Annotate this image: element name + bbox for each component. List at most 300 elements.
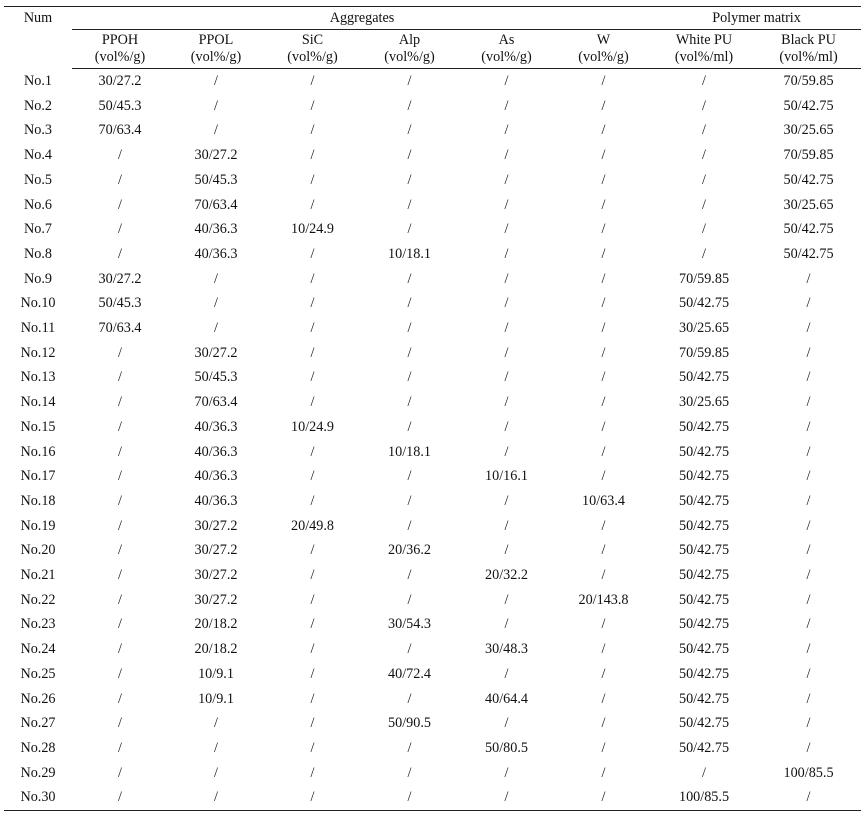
table-cell: / (601, 320, 606, 337)
table-cell: / (310, 320, 315, 337)
table-row (4, 267, 861, 292)
column-name: White PU (675, 32, 733, 48)
column-name: W (596, 32, 611, 48)
table-cell: / (118, 739, 122, 756)
table-cell: / (601, 665, 606, 682)
table-cell: / (407, 394, 412, 411)
table-cell: / (407, 764, 412, 781)
table-cell: / (806, 542, 811, 559)
row-label: No.30 (4, 785, 72, 810)
table-cell: / (702, 764, 706, 781)
row-label: No.18 (20, 492, 56, 509)
table-cell: 30/25.65 (678, 320, 730, 337)
table-cell: 50/45.3 (194, 369, 238, 386)
row-label: No.21 (20, 567, 56, 584)
table-cell: 20/18.2 (194, 616, 238, 633)
table-cell: / (407, 221, 412, 238)
table-cell: / (310, 443, 315, 460)
row-label: No.11 (20, 320, 56, 337)
column-header (168, 30, 264, 69)
table-row (4, 464, 861, 489)
table-cell: / (806, 517, 811, 534)
table-cell: / (310, 468, 315, 485)
table-cell: 10/24.9 (291, 221, 334, 238)
table-row (4, 94, 861, 119)
polymer-matrix-header: Polymer matrix (652, 7, 861, 30)
table-cell: / (504, 97, 509, 114)
table-cell: / (407, 418, 412, 435)
row-label: No.20 (20, 542, 56, 559)
table-cell: / (702, 196, 706, 213)
table-cell: 70/63.4 (98, 320, 142, 337)
table-cell: / (310, 196, 315, 213)
row-label: No.17 (20, 468, 56, 485)
table-cell: / (504, 764, 509, 781)
table-cell: / (601, 369, 606, 386)
table-cell: 10/9.1 (198, 690, 234, 707)
table-cell: 50/42.75 (678, 567, 730, 584)
table-cell: / (504, 394, 509, 411)
table-row (4, 242, 861, 267)
table-row (4, 736, 861, 761)
table-cell: / (118, 344, 122, 361)
table-cell: / (310, 270, 315, 287)
row-label: No.16 (20, 443, 56, 460)
table-cell: / (601, 567, 606, 584)
table-cell: 10/63.4 (582, 492, 625, 509)
column-name: Black PU (781, 32, 836, 48)
table-cell: / (601, 196, 606, 213)
table-cell: / (310, 616, 315, 633)
table-cell: / (806, 394, 811, 411)
table-cell: 20/18.2 (194, 641, 238, 658)
table-cell: / (504, 295, 509, 312)
table-cell: / (806, 739, 811, 756)
column-unit: (vol%/g) (481, 49, 532, 65)
table-cell: / (504, 171, 509, 188)
table-cell: / (504, 221, 509, 238)
table-cell: / (118, 517, 122, 534)
table-row (4, 785, 861, 810)
row-label: No.3 (24, 122, 52, 139)
table-cell: 50/42.75 (678, 443, 730, 460)
column-unit: (vol%/g) (94, 49, 146, 65)
table-row (4, 662, 861, 687)
table-cell: 100/85.5 (783, 764, 834, 781)
table-row (4, 193, 861, 218)
table-row (4, 341, 861, 366)
table-cell: / (504, 369, 509, 386)
table-cell: / (310, 641, 315, 658)
table-cell: 30/27.2 (98, 73, 142, 89)
row-label: No.6 (24, 196, 52, 213)
table-cell: 20/36.2 (388, 542, 431, 559)
table-cell: / (504, 270, 509, 287)
table-cell: / (72, 785, 168, 810)
table-cell: / (310, 542, 315, 559)
row-label: No.8 (24, 245, 52, 262)
table-cell: 30/27.2 (194, 147, 238, 164)
table-cell: 30/27.2 (194, 567, 238, 584)
table-cell: / (504, 591, 509, 608)
column-header (756, 30, 861, 69)
table-row (4, 390, 861, 415)
table-cell: / (806, 295, 811, 312)
table-cell: 50/42.75 (783, 97, 834, 114)
row-label: No.29 (20, 764, 56, 781)
column-header (652, 30, 756, 69)
row-label: No.14 (20, 394, 56, 411)
table-row (4, 69, 861, 94)
table-cell: / (504, 196, 509, 213)
row-label: No.7 (24, 221, 52, 238)
table-cell: 50/42.75 (678, 641, 730, 658)
table-cell: / (504, 492, 509, 509)
table-cell: / (214, 73, 218, 89)
table-cell: 30/27.2 (194, 591, 238, 608)
row-label: No.24 (20, 641, 56, 658)
table-cell: 50/42.75 (678, 418, 730, 435)
table-cell: 10/18.1 (388, 245, 431, 262)
column-header (264, 30, 361, 69)
table-cell: / (118, 715, 122, 732)
table-cell: / (601, 764, 606, 781)
table-cell: / (504, 418, 509, 435)
table-cell: / (310, 492, 315, 509)
num-header: Num (4, 7, 72, 69)
table-cell: / (214, 270, 218, 287)
table-cell: / (407, 641, 412, 658)
table-row (4, 489, 861, 514)
table-cell: / (601, 443, 606, 460)
table-cell: / (407, 591, 412, 608)
group-header-row (4, 7, 861, 30)
table-cell: / (504, 73, 509, 89)
table-cell: / (407, 344, 412, 361)
table-cell: / (504, 665, 509, 682)
table-row (4, 118, 861, 143)
table-cell: / (601, 221, 606, 238)
table-cell: 70/63.4 (194, 196, 238, 213)
table-cell: 40/36.3 (194, 418, 238, 435)
table-cell: / (504, 344, 509, 361)
table-cell: 40/36.3 (194, 492, 238, 509)
table-cell: / (458, 785, 555, 810)
table-row (4, 291, 861, 316)
column-header (555, 30, 652, 69)
row-label: No.23 (20, 616, 56, 633)
table-cell: / (504, 715, 509, 732)
table-cell: / (310, 690, 315, 707)
table-cell: / (601, 270, 606, 287)
table-cell: / (118, 443, 122, 460)
column-unit: (vol%/ml) (779, 49, 838, 65)
row-label: No.12 (20, 344, 56, 361)
row-label: No.25 (20, 665, 56, 682)
table-cell: / (504, 542, 509, 559)
table-cell: / (118, 591, 122, 608)
table-cell: / (310, 295, 315, 312)
table-cell: / (702, 245, 706, 262)
table-cell: 40/72.4 (388, 665, 431, 682)
table-cell: 40/36.3 (194, 245, 238, 262)
table-cell: / (407, 73, 412, 89)
table-cell: / (407, 690, 412, 707)
table-cell: / (214, 739, 218, 756)
table-cell: / (407, 468, 412, 485)
row-label: No.13 (20, 369, 56, 386)
table-cell: 70/63.4 (98, 122, 142, 139)
table-cell: / (310, 394, 315, 411)
table-cell: 50/80.5 (485, 739, 528, 756)
table-cell: / (118, 394, 122, 411)
table-cell: / (806, 418, 811, 435)
table-cell: / (118, 196, 122, 213)
table-cell: 50/42.75 (783, 171, 834, 188)
table-cell: / (407, 320, 412, 337)
table-cell: / (702, 97, 706, 114)
table-cell: / (601, 690, 606, 707)
table-cell: 70/59.85 (678, 270, 730, 287)
table-row (4, 588, 861, 613)
table-cell: 50/42.75 (678, 295, 730, 312)
table-cell: / (806, 641, 811, 658)
table-row (4, 143, 861, 168)
table-cell: / (310, 567, 315, 584)
table-cell: / (504, 122, 509, 139)
table-cell: / (601, 73, 606, 89)
table-cell: / (806, 690, 811, 707)
table-cell: 50/42.75 (678, 492, 730, 509)
aggregates-header: Aggregates (72, 7, 652, 30)
table-cell: / (407, 97, 412, 114)
table-cell: / (118, 690, 122, 707)
table-cell: / (504, 517, 509, 534)
row-label: No.10 (20, 295, 56, 312)
table-cell: / (214, 715, 218, 732)
row-label: No.27 (20, 715, 56, 732)
table-row (4, 637, 861, 662)
table-cell: 40/36.3 (194, 443, 238, 460)
table-cell: / (702, 147, 706, 164)
table-cell: 30/27.2 (194, 542, 238, 559)
table-cell: / (601, 147, 606, 164)
table-cell: / (504, 320, 509, 337)
table-cell: / (118, 616, 122, 633)
row-label: No.4 (24, 147, 52, 164)
column-name: PPOL (198, 32, 234, 48)
table-cell: / (504, 147, 509, 164)
table-cell: / (118, 542, 122, 559)
table-row (4, 514, 861, 539)
table-cell: / (310, 171, 315, 188)
column-unit: (vol%/g) (190, 49, 242, 65)
table-cell: / (407, 492, 412, 509)
table-cell: / (702, 73, 706, 89)
table-cell: / (806, 344, 811, 361)
table-cell: / (702, 122, 706, 139)
table-cell: 40/36.3 (194, 221, 238, 238)
table-cell: 30/25.65 (678, 394, 730, 411)
table-cell: 40/64.4 (485, 690, 528, 707)
row-label: No.28 (20, 739, 56, 756)
table-cell: 20/49.8 (291, 517, 334, 534)
table-cell: 50/42.75 (678, 690, 730, 707)
table-cell: / (214, 764, 218, 781)
table-cell: / (555, 785, 652, 810)
table-cell: 50/45.3 (194, 171, 238, 188)
table-cell: / (118, 147, 122, 164)
table-row (4, 563, 861, 588)
table-cell: / (601, 739, 606, 756)
table-cell: / (601, 517, 606, 534)
table-cell: / (601, 616, 606, 633)
table-cell: 30/48.3 (485, 641, 528, 658)
table-cell: / (214, 122, 218, 139)
table-cell: / (601, 122, 606, 139)
table-cell: 70/63.4 (194, 394, 238, 411)
table-cell: 50/42.75 (678, 665, 730, 682)
table-cell: / (214, 295, 218, 312)
table-cell: / (407, 147, 412, 164)
table-cell: 30/25.65 (783, 122, 834, 139)
table-cell: / (601, 468, 606, 485)
column-header-row (4, 30, 861, 69)
table-cell: 30/27.2 (98, 270, 142, 287)
column-name: As (498, 32, 515, 48)
table-cell: 50/42.75 (678, 542, 730, 559)
table-cell: 10/24.9 (291, 418, 334, 435)
table-cell: / (806, 616, 811, 633)
table-cell: / (601, 295, 606, 312)
table-cell: / (407, 739, 412, 756)
table-cell: / (407, 196, 412, 213)
table-cell: / (118, 641, 122, 658)
table-cell: / (310, 97, 315, 114)
table-cell: / (310, 739, 315, 756)
table-row (4, 217, 861, 242)
column-unit: (vol%/g) (578, 49, 629, 65)
column-header (361, 30, 458, 69)
table-cell: / (118, 171, 122, 188)
column-name: SiC (301, 32, 324, 48)
table-cell: / (407, 369, 412, 386)
row-label: No.1 (24, 72, 52, 89)
table-cell: / (310, 369, 315, 386)
table-cell: / (756, 785, 861, 810)
table-row (4, 687, 861, 712)
table-cell: / (310, 147, 315, 164)
table-cell: 50/45.3 (98, 295, 142, 312)
table-cell: 50/42.75 (678, 369, 730, 386)
table-cell: / (806, 320, 811, 337)
table-cell: / (407, 567, 412, 584)
column-header (72, 30, 168, 69)
table-cell: 50/42.75 (678, 739, 730, 756)
table-cell: / (407, 122, 412, 139)
table-cell: / (601, 394, 606, 411)
row-label: No.2 (24, 97, 52, 114)
table-cell: 50/42.75 (783, 245, 834, 262)
table-cell: / (118, 492, 122, 509)
table-cell: / (601, 641, 606, 658)
row-label: No.26 (20, 690, 56, 707)
table-cell: / (118, 665, 122, 682)
row-label: No.15 (20, 418, 56, 435)
row-label: No.19 (20, 517, 56, 534)
table-cell: 50/42.75 (678, 468, 730, 485)
table-cell: / (601, 245, 606, 262)
table-cell: / (361, 785, 458, 810)
table-cell: / (702, 221, 706, 238)
table-cell: / (118, 369, 122, 386)
table-cell: / (118, 221, 122, 238)
column-header (458, 30, 555, 69)
table-cell: 30/54.3 (388, 616, 431, 633)
table-cell: / (118, 245, 122, 262)
table-row (4, 168, 861, 193)
table-cell: / (407, 517, 412, 534)
table-cell: / (601, 715, 606, 732)
table-cell: / (504, 616, 509, 633)
table-cell: 70/59.85 (783, 73, 834, 89)
table-row (4, 415, 861, 440)
table-cell: / (806, 665, 811, 682)
table-cell: / (806, 369, 811, 386)
table-cell: / (310, 665, 315, 682)
table-cell: / (806, 443, 811, 460)
table-cell: / (214, 320, 218, 337)
column-unit: (vol%/g) (384, 49, 435, 65)
table-cell: / (504, 443, 509, 460)
table-cell: / (310, 591, 315, 608)
table-cell: / (407, 171, 412, 188)
column-unit: (vol%/ml) (674, 49, 734, 65)
table-cell: / (702, 171, 706, 188)
table-row (4, 316, 861, 341)
row-label: No.9 (24, 270, 52, 287)
column-name: PPOH (101, 32, 139, 48)
table-row (4, 761, 861, 786)
table-cell: / (310, 764, 315, 781)
table-cell: / (118, 418, 122, 435)
table-cell: 30/27.2 (194, 517, 238, 534)
table-cell: 40/36.3 (194, 468, 238, 485)
table-cell: / (806, 270, 811, 287)
table-cell: 50/90.5 (388, 715, 431, 732)
table-cell: / (806, 567, 811, 584)
table-cell: / (310, 122, 315, 139)
table-row (4, 440, 861, 465)
table-row (4, 711, 861, 736)
table-cell: 10/18.1 (388, 443, 431, 460)
table-cell: / (407, 295, 412, 312)
table-cell: 100/85.5 (652, 785, 756, 810)
table-cell: / (601, 542, 606, 559)
table-row (4, 365, 861, 390)
column-unit: (vol%/g) (287, 49, 338, 65)
table-cell: 10/16.1 (485, 468, 528, 485)
table-cell: / (601, 418, 606, 435)
table-cell: / (118, 468, 122, 485)
table-cell: 50/45.3 (98, 97, 142, 114)
table-cell: / (118, 764, 122, 781)
table-cell: / (168, 785, 264, 810)
table-cell: / (806, 468, 811, 485)
table-cell: 50/42.75 (783, 221, 834, 238)
column-name: Alp (398, 32, 421, 48)
table-cell: 70/59.85 (783, 147, 834, 164)
